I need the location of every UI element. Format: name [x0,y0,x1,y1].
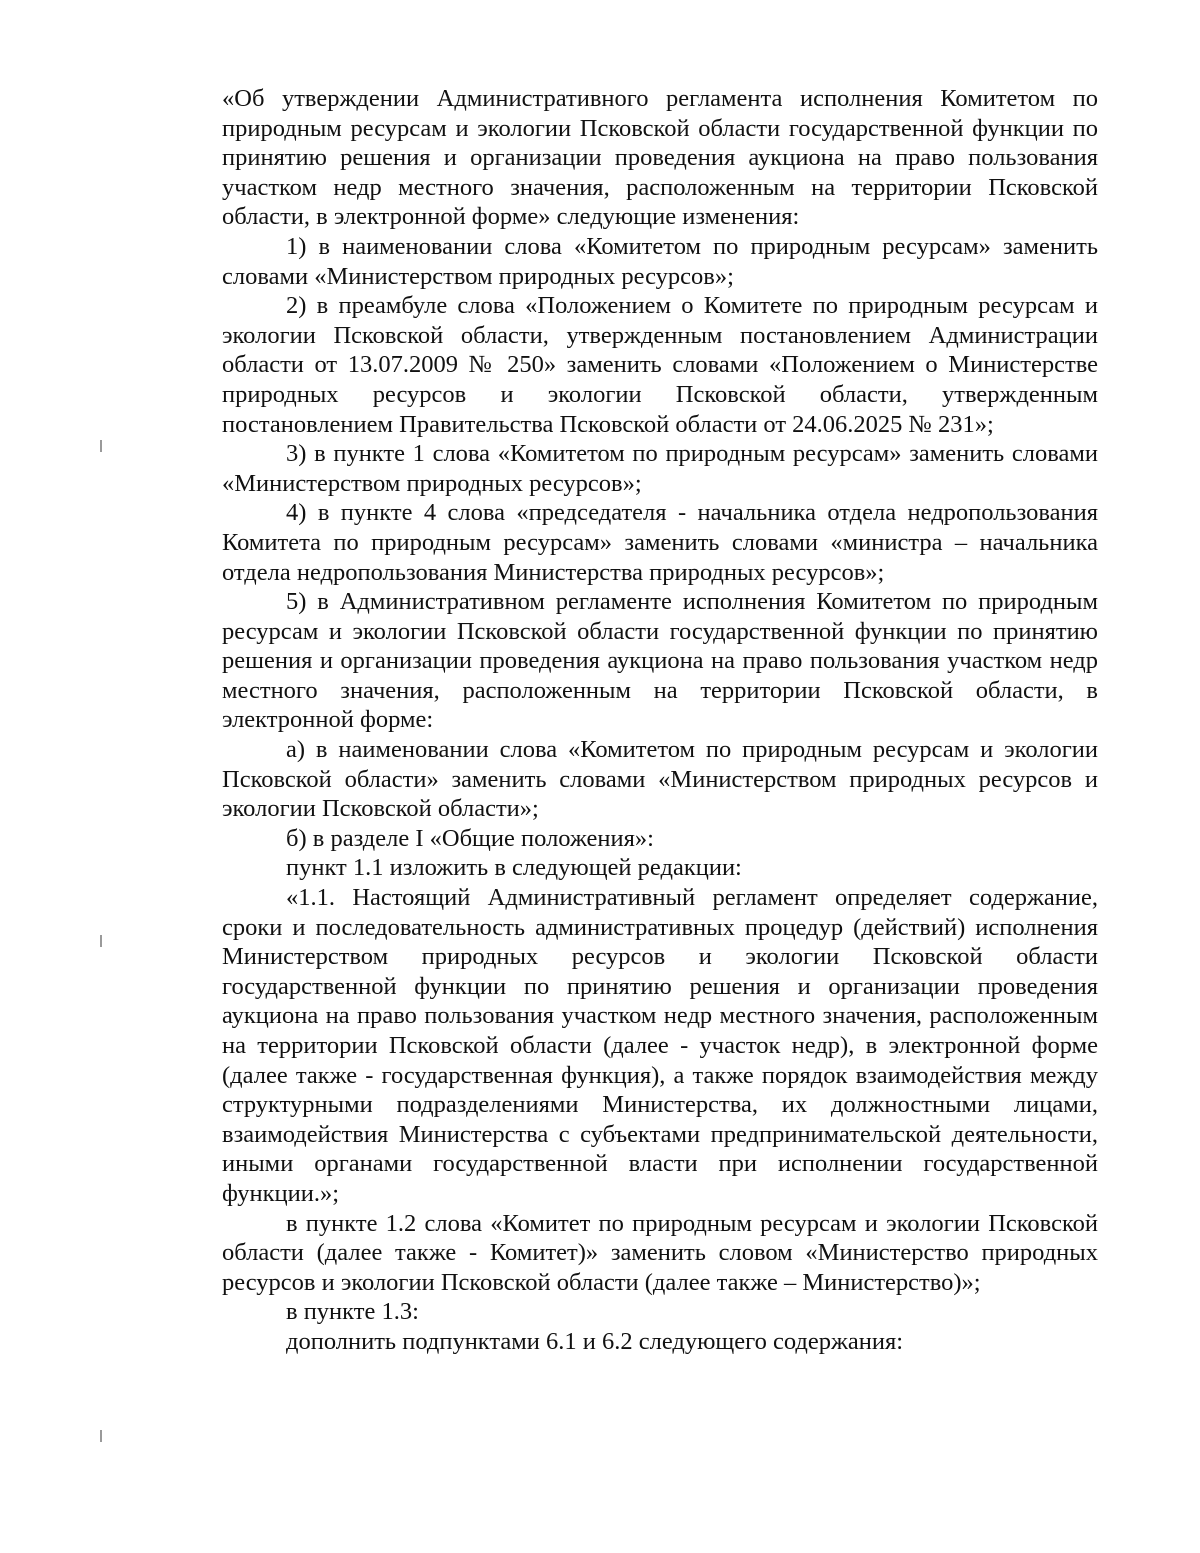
paragraph: 4) в пункте 4 слова «председателя - начальника отдела недропользования Комитета по природным ресурсам» заменить словами «министра – начальника отдела недропользования Министерства природных ресурсов»; [222,499,1098,586]
paragraph: в пункте 1.3: [286,1298,419,1326]
paragraph: а) в наименовании слова «Комитетом по природным ресурсам и экологии Псковской области» заменить словами «Министерством природных ресурсов и экологии Псковской области»; [222,736,1098,823]
paragraph: пункт 1.1 изложить в следующей редакции: [286,854,742,882]
paragraph: 3) в пункте 1 слова «Комитетом по природным ресурсам» заменить словами «Министерством природных ресурсов»; [222,440,1098,497]
paragraph: 2) в преамбуле слова «Положением о Комитете по природным ресурсам и экологии Псковской области, утвержденным постановлением Администрации области от 13.07.2009 № 250» заменить словами «Положением о Министерстве природных ресурсов и экологии Псковской области, утвержденным постановлением Правительства Псковской области от 24.06.2025 № 231»; [222,292,1098,438]
scan-margin-mark [100,440,102,452]
paragraph: б) в разделе I «Общие положения»: [286,824,654,852]
paragraph: дополнить подпунктами 6.1 и 6.2 следующего содержания: [286,1327,904,1355]
paragraph: «Об утверждении Административного регламента исполнения Комитетом по природным ресурсам и экологии Псковской области государственной функции по принятию решения и организации проведения аукциона на право пользования участком недр местного значения, расположенным на территории Псковской области, в электронной форме» следующие изменения: [222,85,1098,231]
paragraph: «1.1. Настоящий Административный регламент определяет содержание, сроки и последовательность административных процедур (действий) исполнения Министерством природных ресурсов и экологии Псковской области государственной функции по принятию решения и организации проведения аукциона на право пользования участком недр местного значения, расположенным на территории Псковской области (далее - участок недр), в электронной форме (далее также - государственная функция), а также порядок взаимодействия между структурными подразделениями Министерства, их должностными лицами, взаимодействия Министерства с субъектами предпринимательской деятельности, иными органами государственной власти при исполнении государственной функции.»; [222,884,1098,1207]
paragraph: 5) в Административном регламенте исполнения Комитетом по природным ресурсам и экологии Псковской области государственной функции по принятию решения и организации проведения аукциона на право пользования участком недр местного значения, расположенным на территории Псковской области, в электронной форме: [222,588,1098,734]
document-page [222,84,1098,1357]
scan-margin-mark [100,1430,102,1442]
scan-margin-mark [100,935,102,947]
paragraph: 1) в наименовании слова «Комитетом по природным ресурсам» заменить словами «Министерством природных ресурсов»; [222,232,1098,290]
paragraph: в пункте 1.2 слова «Комитет по природным ресурсам и экологии Псковской области (далее также - Комитет)» заменить словом «Министерство природных ресурсов и экологии Псковской области (далее также – Министерство)»; [222,1209,1098,1296]
